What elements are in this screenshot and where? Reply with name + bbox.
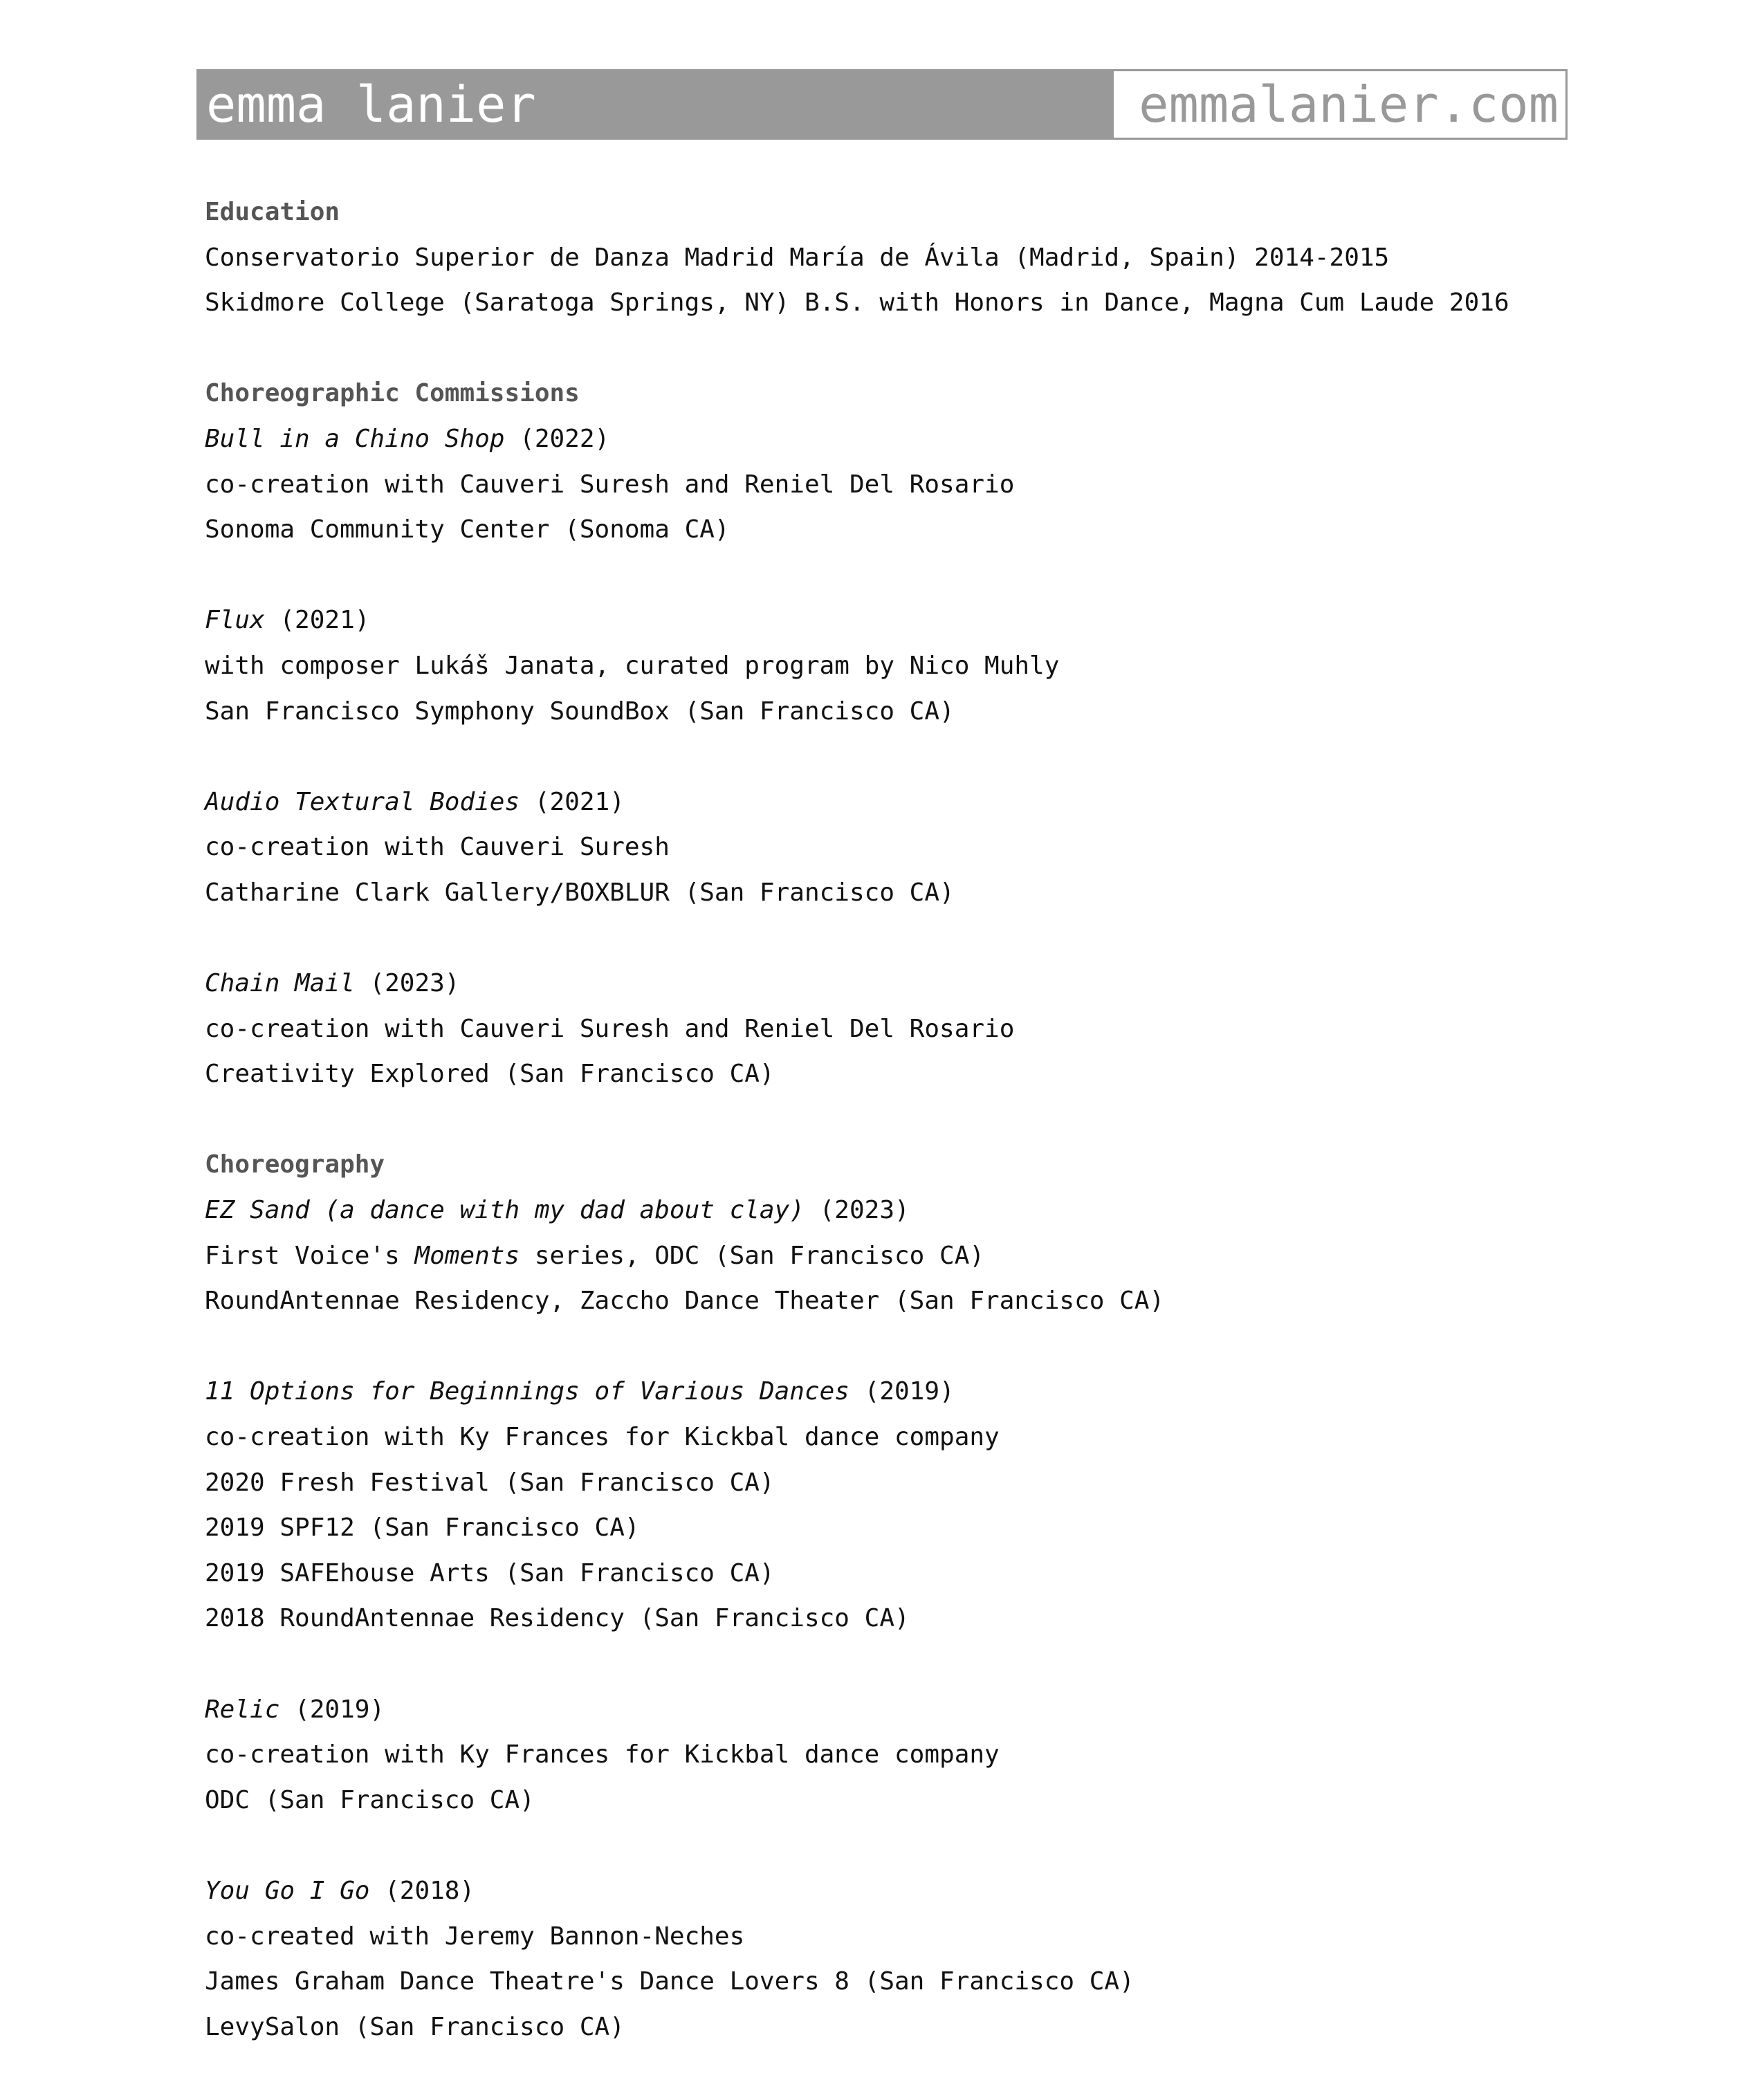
header-bar [196, 69, 1568, 140]
work-detail: co-creation with Cauveri Suresh [205, 833, 670, 862]
work-detail: co-creation with Cauveri Suresh and Reniel Del Rosario [205, 470, 1015, 499]
website-link[interactable]: emmalanier.com [1112, 69, 1568, 140]
series-prefix: First Voice's [205, 1241, 415, 1270]
work-title: Relic [205, 1695, 280, 1724]
name-title: emma lanier [196, 69, 1112, 140]
work-year: (2022) [504, 424, 610, 453]
series-title: Moments [414, 1241, 520, 1270]
work-year: (2019) [849, 1377, 955, 1406]
work-title: 11 Options for Beginnings of Various Dances [205, 1377, 849, 1406]
work-title-line [205, 1369, 1561, 1415]
work-year: (2019) [279, 1695, 385, 1724]
work-year: (2023) [354, 969, 460, 998]
work-title: Chain Mail [205, 969, 355, 998]
section-heading-commissions: Choreographic Commissions [205, 379, 580, 408]
work-year: (2021) [264, 606, 370, 635]
work-title: EZ Sand (a dance with my dad about clay) [205, 1196, 805, 1225]
work-detail: 2019 SAFEhouse Arts (San Francisco CA) [205, 1558, 775, 1587]
work-year: (2018) [369, 1876, 475, 1905]
work-title-line [205, 1687, 1561, 1733]
work-detail: co-creation with Ky Frances for Kickbal dance company [205, 1423, 1000, 1452]
work-detail: RoundAntennae Residency, Zaccho Dance Theater (San Francisco CA) [205, 1287, 1165, 1316]
work-title-line [205, 961, 1561, 1006]
work-detail: 2020 Fresh Festival (San Francisco CA) [205, 1468, 775, 1497]
section-heading-choreography: Choreography [205, 1150, 385, 1179]
work-title: Flux [205, 606, 265, 635]
work-detail: James Graham Dance Theatre's Dance Lovers 8 (San Francisco CA) [205, 1967, 1134, 1996]
work-detail: LevySalon (San Francisco CA) [205, 2012, 625, 2041]
work-detail: Catharine Clark Gallery/BOXBLUR (San Francisco CA) [205, 878, 955, 907]
work-title-line [205, 1188, 1561, 1233]
work-detail: 2018 RoundAntennae Residency (San Francisco CA) [205, 1604, 910, 1633]
work-detail: 2019 SPF12 (San Francisco CA) [205, 1513, 640, 1543]
work-title-line [205, 598, 1561, 643]
work-title: Bull in a Chino Shop [205, 424, 505, 453]
work-title-line [205, 416, 1561, 462]
work-year: (2023) [804, 1196, 910, 1225]
education-item: Skidmore College (Saratoga Springs, NY) B.S. with Honors in Dance, Magna Cum Laude 2016 [205, 288, 1509, 317]
work-detail: Creativity Explored (San Francisco CA) [205, 1060, 775, 1089]
work-title: Audio Textural Bodies [205, 787, 520, 816]
work-detail: Sonoma Community Center (Sonoma CA) [205, 515, 730, 544]
work-year: (2021) [520, 787, 625, 816]
work-detail: with composer Lukáš Janata, curated program by Nico Muhly [205, 651, 1060, 680]
work-title-line [205, 780, 1561, 825]
work-detail: co-creation with Cauveri Suresh and Reniel Del Rosario [205, 1014, 1015, 1043]
work-detail: co-creation with Ky Frances for Kickbal dance company [205, 1740, 1000, 1769]
work-title: You Go I Go [205, 1876, 370, 1905]
education-item: Conservatorio Superior de Danza Madrid María de Ávila (Madrid, Spain) 2014-2015 [205, 243, 1390, 272]
work-title-line [205, 1868, 1561, 1914]
work-detail: San Francisco Symphony SoundBox (San Francisco CA) [205, 697, 955, 726]
series-suffix: series, ODC (San Francisco CA) [520, 1241, 985, 1270]
work-detail: co-created with Jeremy Bannon-Neches [205, 1922, 745, 1951]
section-heading-education: Education [205, 198, 340, 226]
work-detail: ODC (San Francisco CA) [205, 1785, 535, 1814]
work-series-line [205, 1233, 1561, 1279]
resume-content [205, 190, 1561, 2050]
